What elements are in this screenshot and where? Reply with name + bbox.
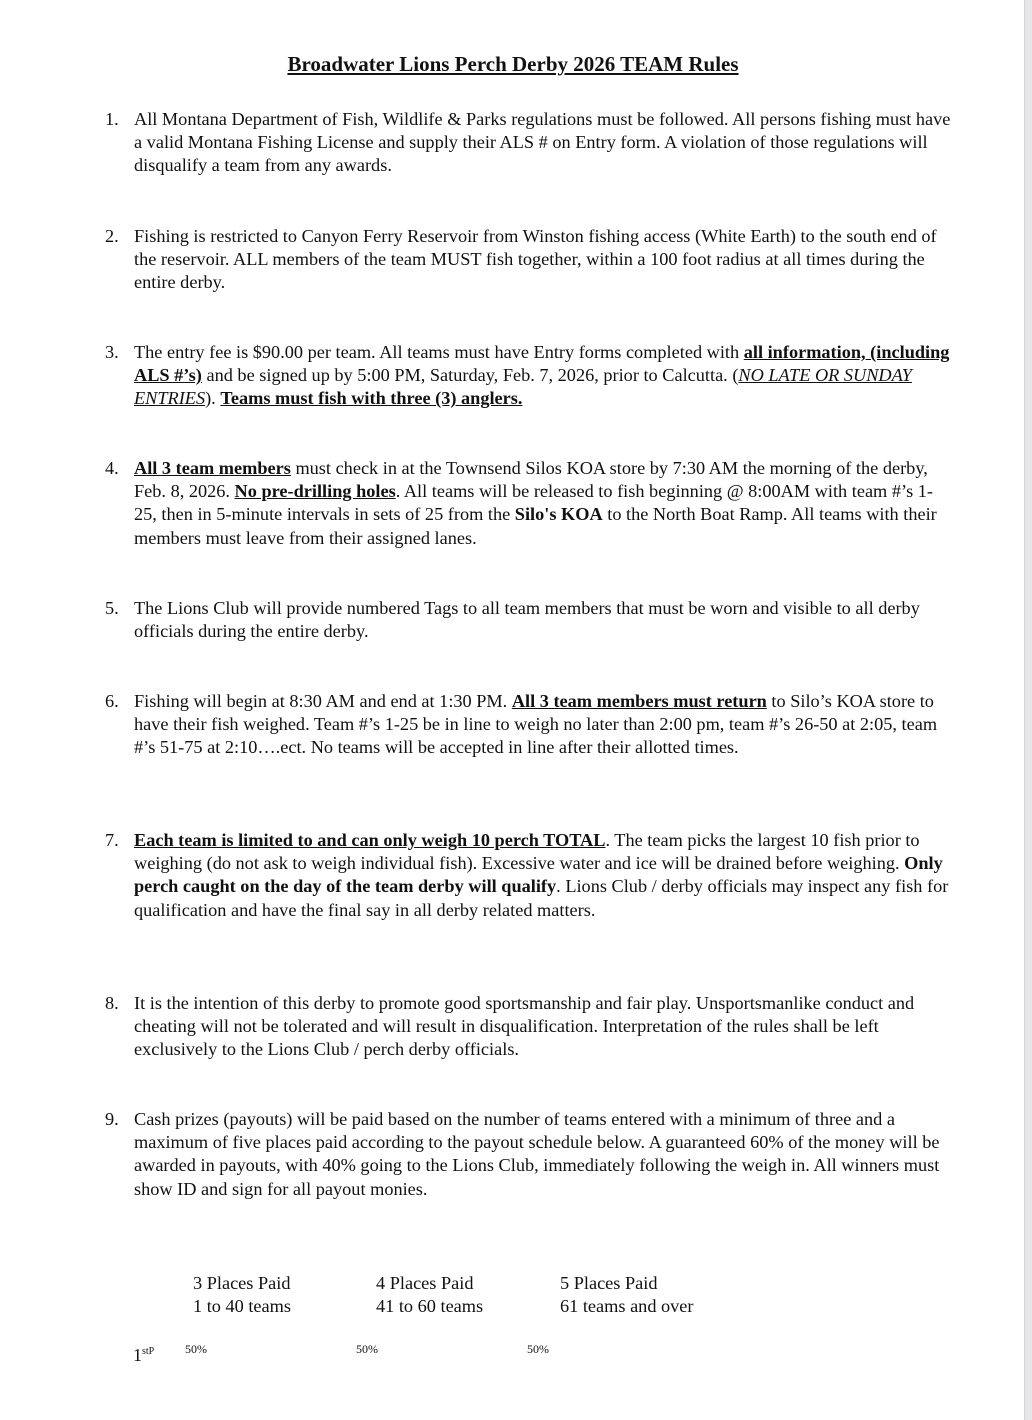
rule-9 <box>105 1108 955 1201</box>
document-title: Broadwater Lions Perch Derby 2026 TEAM Rules <box>287 52 739 76</box>
rule-text <box>134 992 955 1062</box>
text-segment: to the North Boat Ramp. All teams with their members must leave from their assigned lanes. <box>134 504 937 548</box>
rule-text <box>134 225 955 295</box>
rule-text <box>134 829 955 922</box>
text-segment: All Montana Department of Fish, Wildlife & Parks regulations must be followed. All persons fishing must have a valid Montana Fishing License and supply their ALS # on Entry form. A violation of those regulations will disqualify a team from any awards. <box>134 109 951 176</box>
text-segment: ). <box>205 388 221 409</box>
payout-heading: 4 Places Paid <box>376 1273 474 1293</box>
payout-percent-5-places: 50% <box>527 1342 549 1356</box>
payout-column-4-places <box>376 1272 483 1318</box>
rule-text <box>134 690 955 760</box>
text-segment: to Silo’s KOA store to have their fish weighed. Team #’s 1-25 be in line to weigh no later than 2:00 pm, team #’s 26-50 at 2:05, team #’s 51-75 at 2:10….ect. No teams will be accepted in line after their allotted times. <box>134 691 938 758</box>
text-segment: The entry fee is $90.00 per team. All teams must have Entry forms completed with <box>134 342 744 362</box>
text-segment: . The team picks the largest 10 fish prior to weighing (do not ask to weigh individual fish). Excessive water and ice will be drained before weighing. <box>134 830 920 874</box>
rule-text <box>134 108 955 178</box>
text-segment: The Lions Club will provide numbered Tags to all team members that must be worn and visible to all derby officials during the entire derby. <box>134 598 920 642</box>
rule-number: 9. <box>105 1109 119 1129</box>
rule-number: 3. <box>105 342 119 362</box>
page-edge-scrollbar <box>1024 0 1032 1420</box>
rule-6 <box>105 690 955 760</box>
rule-number: 4. <box>105 458 119 478</box>
text-segment: must check in at the Townsend Silos KOA store by 7:30 AM the morning of the derby, Feb. 8, 2026. <box>134 458 928 502</box>
rule-number: 5. <box>105 598 119 618</box>
rule-text <box>134 457 955 550</box>
emphasized-text: All 3 team members <box>134 458 291 478</box>
rule-text <box>134 1108 955 1201</box>
payout-range: 61 teams and over <box>560 1296 694 1317</box>
payout-percent-4-places: 50% <box>356 1342 378 1356</box>
emphasized-text: Only perch caught on the day of the team derby will qualify <box>134 853 943 897</box>
text-segment: . Lions Club / derby officials may inspect any fish for qualification and have the final say in all derby related matters. <box>134 876 949 920</box>
emphasized-text: all information, (including ALS #’s) <box>134 342 950 386</box>
rule-number: 1. <box>105 109 119 129</box>
payout-percent-3-places: 50% <box>185 1342 207 1356</box>
emphasized-text: Silo's KOA <box>514 504 603 525</box>
rule-7 <box>105 829 955 922</box>
payout-range: 1 to 40 teams <box>193 1296 291 1317</box>
rule-4 <box>105 457 955 550</box>
rule-5 <box>105 597 955 643</box>
place-suffix: stP <box>142 1346 155 1357</box>
text-segment: Cash prizes (payouts) will be paid based on the number of teams entered with a minimum of three and a maximum of five places paid according to the payout schedule below. A guaranteed 60% of the money will be awarded in payouts, with 40% going to the Lions Club, immediately following the weigh in. All winners must show ID and sign for all payout monies. <box>134 1109 940 1199</box>
text-segment: Fishing is restricted to Canyon Ferry Reservoir from Winston fishing access (White Earth) to the south end of the reservoir. ALL members of the team MUST fish together, within a 100 foot radius at all times during the entire derby. <box>134 226 937 293</box>
payout-heading: 3 Places Paid <box>193 1273 291 1293</box>
rule-3 <box>105 341 955 411</box>
payout-range: 41 to 60 teams <box>376 1296 484 1317</box>
emphasized-text: Teams must fish with three (3) anglers. <box>220 388 523 409</box>
payout-heading: 5 Places Paid <box>560 1273 658 1293</box>
rule-number: 8. <box>105 993 119 1013</box>
place-number: 1 <box>133 1345 142 1365</box>
payout-column-3-places <box>193 1272 291 1318</box>
payout-row-first-place <box>133 1345 154 1366</box>
text-segment: Fishing will begin at 8:30 AM and end at 1:30 PM. <box>134 691 512 711</box>
rule-number: 6. <box>105 691 119 711</box>
rule-1 <box>105 108 955 178</box>
text-segment: It is the intention of this derby to promote good sportsmanship and fair play. Unsportsmanlike conduct and cheating will not be tolerated and will result in disqualification. Interpretation of the rules shall be left exclusively to the Lions Club / perch derby officials. <box>134 993 915 1060</box>
rule-2 <box>105 225 955 295</box>
emphasized-text: No pre-drilling holes <box>234 481 396 502</box>
rule-8 <box>105 992 955 1062</box>
text-segment: . All teams will be released to fish beginning @ 8:00AM with team #’s 1-25, then in 5-minute intervals in sets of 25 from the <box>134 481 933 525</box>
text-segment: and be signed up by 5:00 PM, Saturday, Feb. 7, 2026, prior to Calcutta. ( <box>201 365 739 386</box>
emphasized-text: All 3 team members must return <box>511 691 767 711</box>
rule-text <box>134 341 955 411</box>
emphasized-text: Each team is limited to and can only weigh 10 perch TOTAL <box>134 830 606 850</box>
payout-column-5-places <box>560 1272 694 1318</box>
rule-number: 7. <box>105 830 119 850</box>
rule-text <box>134 597 955 643</box>
emphasized-text: NO LATE OR SUNDAY ENTRIES <box>134 365 912 409</box>
rule-number: 2. <box>105 226 119 246</box>
